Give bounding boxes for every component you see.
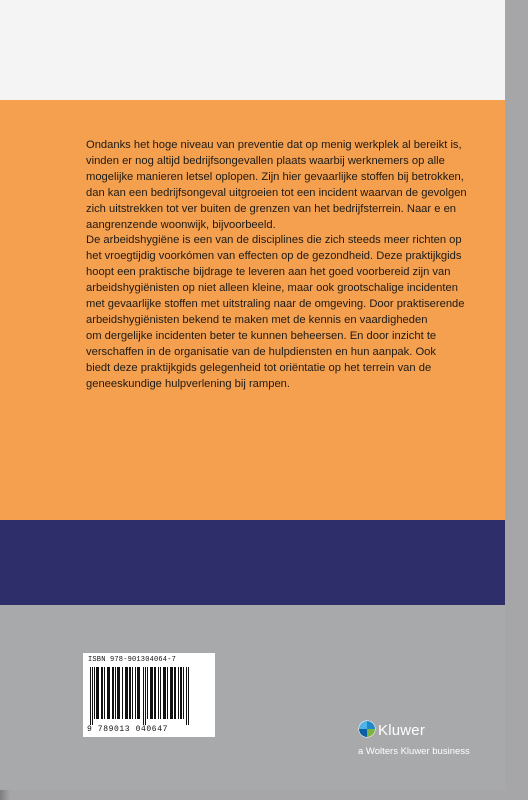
blurb-text <box>86 138 498 393</box>
top-white-band <box>0 0 505 100</box>
isbn-text: ISBN 978-901304064-7 <box>88 656 177 664</box>
blurb-line: met gevaarlijke stoffen met uitstraling naar de omgeving. Door praktiserende <box>86 298 465 311</box>
blurb-line: hoopt een praktische bijdrage te leveren aan het goed voorbereid zijn van <box>86 266 451 279</box>
blurb-line: zich uitstrekken tot ver buiten de grenzen van het bedrijfsterrein. Naar e en <box>86 202 457 215</box>
navy-band <box>0 520 505 605</box>
blurb-line: mogelijke manieren letsel oplopen. Zijn hier gevaarlijke stoffen bij betrokken, <box>86 170 464 183</box>
blurb-line: De arbeidshygiëne is een van de disciplines die zich steeds meer richten op <box>86 234 462 247</box>
blurb-line: biedt deze praktijkgids gelegenheid tot oriëntatie op het terrein van de <box>86 361 432 374</box>
publisher-block <box>358 720 508 762</box>
blurb-line: aangrenzende woonwijk, bijvoorbeeld. <box>86 218 276 231</box>
kluwer-logo-icon <box>358 720 376 738</box>
barcode-icon <box>88 667 210 725</box>
blurb-line: om dergelijke incidenten beter te kunnen beheersen. En door inzicht te <box>86 329 437 342</box>
blurb-line: vinden er nog altijd bedrijfsongevallen plaats waarbij werknemers op alle <box>86 154 445 167</box>
publisher-tagline: a Wolters Kluwer business <box>358 746 470 757</box>
barcode-label <box>83 653 215 737</box>
blurb-line: het vroegtijdig voorkómen van effecten op de gezondheid. Deze praktijkgids <box>86 250 462 263</box>
blurb-line: Ondanks het hoge niveau van preventie dat op menig werkplek al bereikt is, <box>86 139 462 151</box>
blurb-line: verschaffen in de organisatie van de hulpdiensten en hun aanpak. Ook <box>86 345 436 358</box>
blurb-line: geneeskundige hulpverlening bij rampen. <box>86 377 291 390</box>
grey-band <box>0 605 505 790</box>
blurb-line: arbeidshygiënisten op niet alleen kleine, maar ook grootschalige incidenten <box>86 282 458 295</box>
barcode-digits: 9 789013 040647 <box>87 725 169 734</box>
blurb-line: dan kan een bedrijfsongeval uitgroeien tot een incident waarvan de gevolgen <box>86 186 467 199</box>
publisher-name: Kluwer <box>378 722 426 739</box>
blurb-line: arbeidshygiënisten bekend te maken met de kennis en vaardigheden <box>86 313 428 326</box>
